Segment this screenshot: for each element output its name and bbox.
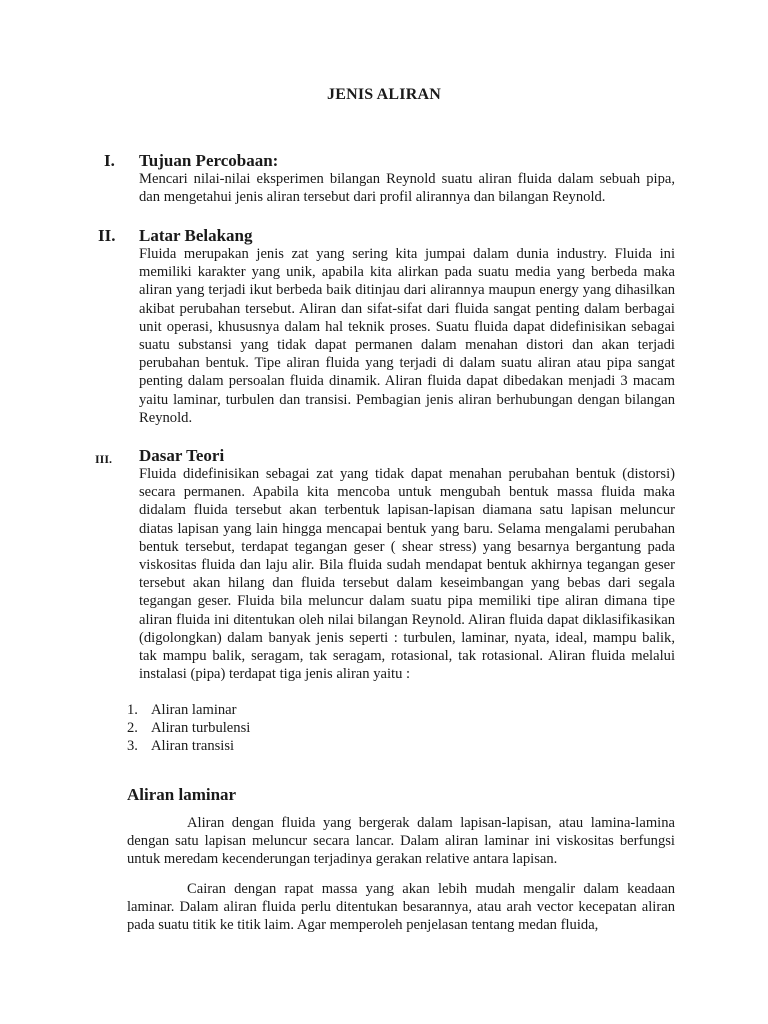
list-item: 2. Aliran turbulensi bbox=[127, 720, 251, 737]
page-title: JENIS ALIRAN bbox=[327, 86, 441, 103]
list-item: 3. Aliran transisi bbox=[127, 738, 235, 755]
subsection-heading: Aliran laminar bbox=[127, 785, 237, 804]
section-heading: Dasar Teori bbox=[139, 446, 225, 465]
section-number: I. bbox=[104, 151, 115, 170]
section-number: III. bbox=[95, 452, 113, 466]
section-heading: Tujuan Percobaan: bbox=[139, 151, 279, 170]
paragraph: Aliran dengan fluida yang bergerak dalam lapisan-lapisan, atau lamina-lamina dengan satu lapisan meluncur secara lancar. Dalam aliran laminar ini viskositas berfungsi untuk meredam kecenderungan terjadinya gerakan relative antara lapisan. bbox=[127, 815, 675, 868]
paragraph: Cairan dengan rapat massa yang akan lebih mudah mengalir dalam keadaan laminar. Dalam aliran fluida perlu ditentukan besarannya, atau arah vector kecepatan aliran pada suatu titik ke titik laim. Agar memperoleh penjelasan tentang medan fluida, bbox=[127, 881, 675, 934]
section-body: Fluida merupakan jenis zat yang sering kita jumpai dalam dunia industry. Fluida ini memiliki karakter yang unik, apabila kita alirkan pada suatu media yang berbeda maka aliran yang terjadi ikut berbeda baik ditinjau dari alirannya maupun energy yang dihasilkan akibat perubahan tersebut. Aliran dan sifat-sifat dari fluida sangat penting dalam berbagai unit operasi, khususnya dalam hal teknik proses. Suatu fluida dapat didefinisikan sebagai suatu substansi yang tidak dapat permanen dalam menahan distori dan akan terjadi perubahan bentuk. Tipe aliran fluida yang terjadi di dalam suatu aliran atau pipa sangat penting dalam persoalan fluida dinamik. Aliran fluida dapat dibedakan menjadi 3 macam yaitu laminar, turbulen dan transisi. Pembagian jenis aliran berhubungan dengan bilangan Reynold. bbox=[139, 246, 675, 426]
flow-type-list bbox=[127, 701, 250, 756]
section-heading: Latar Belakang bbox=[139, 226, 253, 245]
section-body: Mencari nilai-nilai eksperimen bilangan Reynold suatu aliran fluida dalam sebuah pipa, dan mengetahui jenis aliran tersebut dari profil alirannya dan bilangan Reynold. bbox=[139, 171, 675, 206]
section-number: II. bbox=[98, 226, 116, 245]
list-item: 1. Aliran laminar bbox=[127, 702, 237, 718]
section-body: Fluida didefinisikan sebagai zat yang tidak dapat menahan perubahan bentuk (distorsi) secara permanen. Apabila kita mencoba untuk mengubah bentuk massa fluida maka didalam fluida tersebut akan terbentuk lapisan-lapisan diamana satu lapisan meluncur diatas lapisan yang lain hingga mencapai bentuk yang baru. Selama mengalami perubahan bentuk tersebut, terdapat tegangan geser ( shear stress) yang besarnya bergantung pada viskositas fluida dan laju alir. Bila fluida sudah mendapat bentuk akhirnya tegangan geser tersebut akan hilang dan fluida tersebut dalam keseimbangan yang bebas dari segala tegangan geser. Fluida bila meluncur dalam suatu pipa memiliki tipe aliran dimana tipe aliran fluida ini ditentukan oleh nilai bilangan Reynold. Aliran fluida dapat diklasifikasikan (digolongkan) dalam banyak jenis seperti : turbulen, laminar, nyata, ideal, mampu balik, tak mampu balik, seragam, tak seragam, rotasional, tak rotasional. Aliran fluida melalui instalasi (pipa) terdapat tiga jenis aliran yaitu : bbox=[139, 466, 675, 683]
